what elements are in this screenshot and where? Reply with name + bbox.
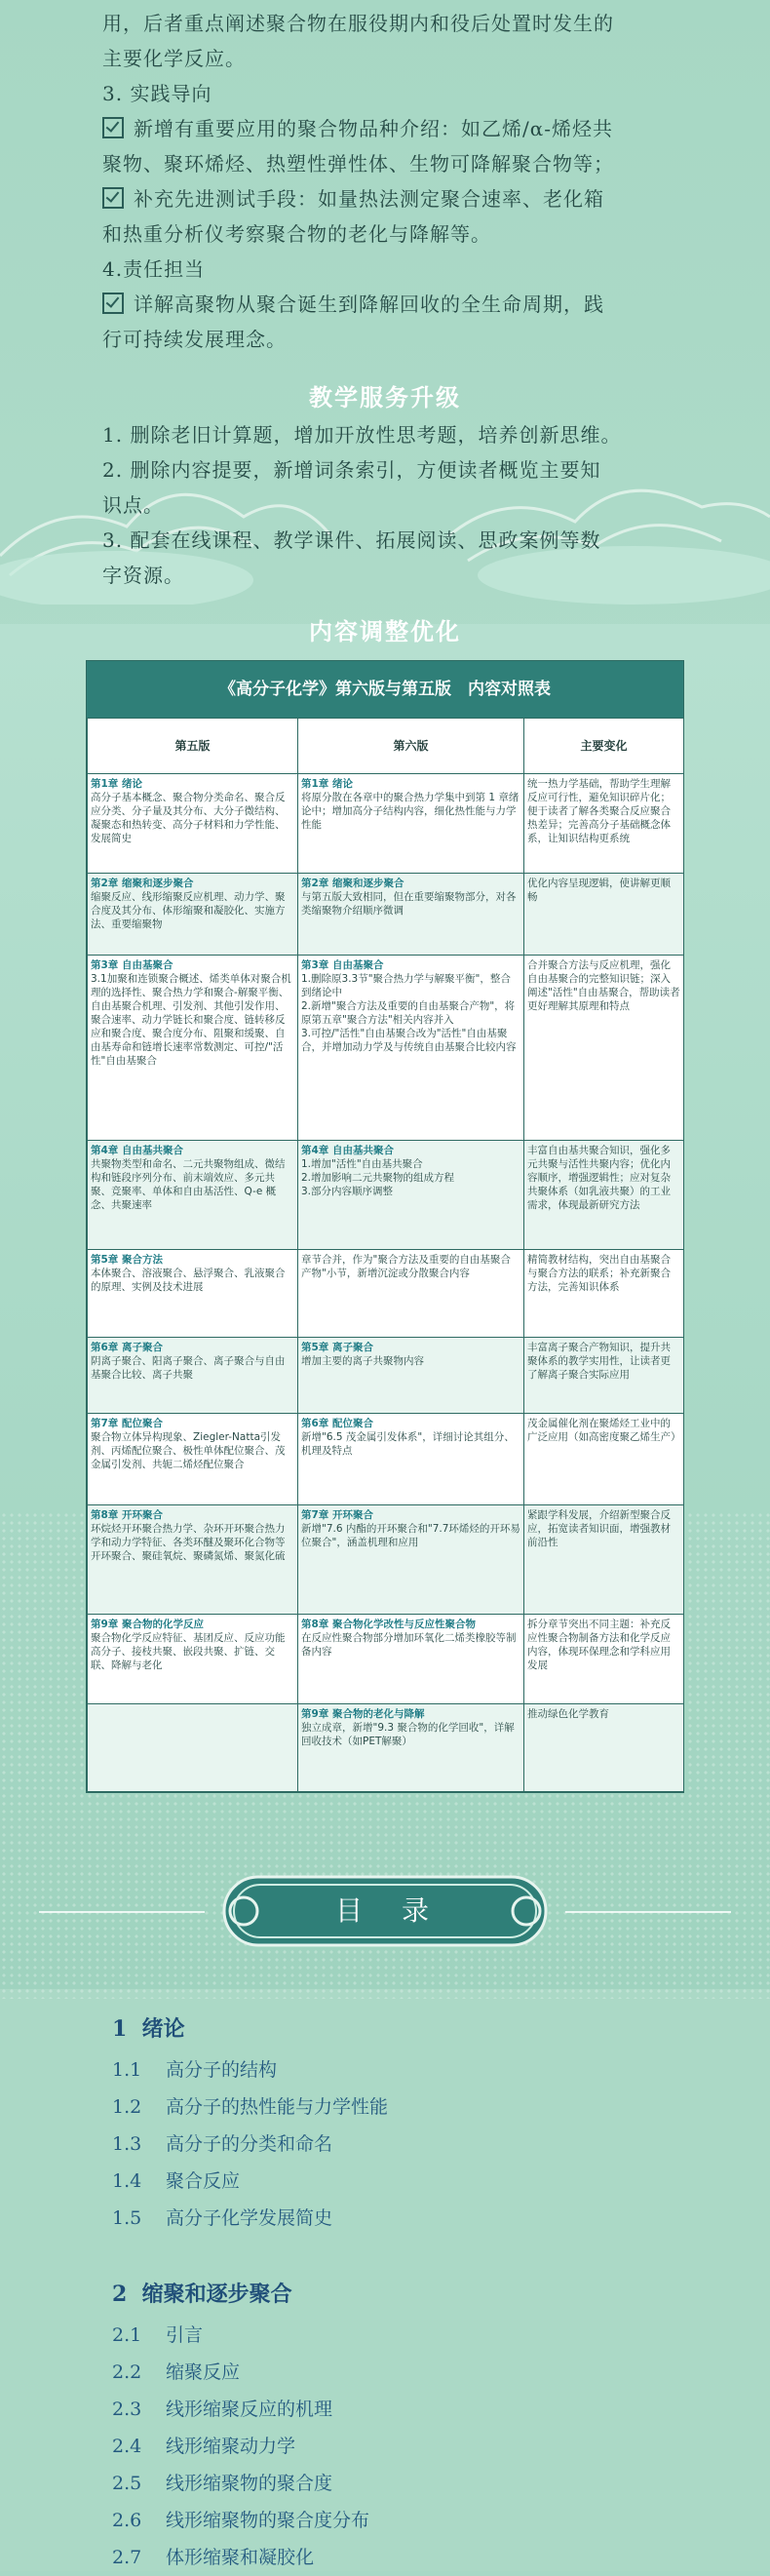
chapter-title: 第9章 聚合物的老化与降解 bbox=[301, 1708, 425, 1720]
table-row bbox=[88, 874, 684, 956]
chapter-title: 第8章 聚合物化学改性与反应性聚合物 bbox=[301, 1619, 476, 1630]
cell-text: 独立成章，新增"9.3 聚合物的化学回收"，详解回收技术（如PET解聚） bbox=[301, 1722, 515, 1747]
cell-fifth-edition bbox=[88, 1704, 298, 1792]
cell-text: 合并聚合方法与反应机理，强化自由基聚合的完整知识链；深入阐述"活性"自由基聚合，帮助读者更好理解其原理和特点 bbox=[527, 959, 680, 1012]
cell-fifth-edition bbox=[88, 874, 298, 956]
cell-text: 丰富自由基共聚合知识，强化多元共聚与活性共聚内容；优化内容顺序，增强逻辑性；应对复杂共聚体系（如乳液共聚）的工业需求，体现最新研究方法 bbox=[527, 1145, 671, 1211]
cell-text: 丰富离子聚合产物知识，提升共聚体系的教学实用性，让读者更了解离子聚合实际应用 bbox=[527, 1342, 671, 1381]
service-line: 识点。 bbox=[102, 493, 164, 517]
cell-text: 新增"6.5 茂金属引发体系"，详细讨论其组分、机理及特点 bbox=[301, 1431, 515, 1457]
table-row bbox=[88, 774, 684, 874]
cell-text: 1.增加"活性"自由基共聚合 2.增加影响二元共聚物的组成方程 3.部分内容顺序调整 bbox=[301, 1158, 455, 1197]
cell-text: 统一热力学基础，帮助学生理解反应可行性，避免知识碎片化；便于读者了解各类聚合反应聚合热差异；完善高分子基础概念体系，让知识结构更系统 bbox=[527, 778, 671, 844]
cell-text: 聚合物立体异构现象、Ziegler-Natta引发剂、丙烯配位聚合、极性单体配位聚合、茂金属引发剂、共轭二烯烃配位聚合 bbox=[91, 1431, 286, 1470]
table-row bbox=[88, 1505, 684, 1615]
toc-item[interactable]: 1.1 高分子的结构 bbox=[112, 2059, 278, 2081]
toc-divider-left bbox=[39, 1911, 205, 1913]
cell-text: 聚合物化学反应特征、基团反应、反应功能高分子、接枝共聚、嵌段共聚、扩链、交联、降解与老化 bbox=[91, 1632, 286, 1671]
chapter-title: 第5章 聚合方法 bbox=[91, 1254, 163, 1266]
cell-fifth-edition bbox=[88, 1615, 298, 1704]
duty-heading: 4.责任担当 bbox=[102, 257, 206, 281]
intro-block bbox=[102, 6, 668, 357]
table-row bbox=[88, 956, 684, 1141]
cell-fifth-edition bbox=[88, 1141, 298, 1250]
cell-fifth-edition bbox=[88, 1250, 298, 1338]
intro-line: 用，后者重点阐述聚合物在服役期内和役后处置时发生的 bbox=[102, 12, 614, 35]
table-body bbox=[88, 774, 684, 1792]
duty-item-cont: 行可持续发展理念。 bbox=[102, 328, 287, 351]
checkbox-icon bbox=[102, 117, 124, 138]
cell-text: 与第五版大致相同，但在重要缩聚物部分，对各类缩聚物介绍顺序微调 bbox=[301, 891, 517, 917]
cell-sixth-edition bbox=[298, 1250, 524, 1338]
table-row bbox=[88, 1615, 684, 1704]
cell-main-change bbox=[524, 1704, 684, 1792]
practice-item: 补充先进测试手段：如量热法测定聚合速率、老化箱 bbox=[102, 181, 668, 216]
cell-main-change bbox=[524, 956, 684, 1141]
practice-item-cont: 聚物、聚环烯烃、热塑性弹性体、生物可降解聚合物等； bbox=[102, 152, 614, 176]
comparison-grid bbox=[87, 718, 684, 1792]
toc-item[interactable]: 1.5 高分子化学发展简史 bbox=[112, 2207, 333, 2229]
table-title: 《高分子化学》第六版与第五版 内容对照表 bbox=[87, 661, 683, 718]
cell-text: 茂金属催化剂在聚烯烃工业中的广泛应用（如高密度聚乙烯生产） bbox=[527, 1418, 681, 1443]
checkbox-icon bbox=[102, 187, 124, 209]
cell-fifth-edition bbox=[88, 1414, 298, 1505]
cell-fifth-edition bbox=[88, 1338, 298, 1414]
cell-sixth-edition bbox=[298, 956, 524, 1141]
col-header-fifth: 第五版 bbox=[88, 719, 298, 774]
practice-item: 新增有重要应用的聚合物品种介绍：如乙烯/α-烯烃共 bbox=[102, 111, 668, 146]
intro-line: 主要化学反应。 bbox=[102, 47, 246, 70]
toc-item[interactable]: 2.2 缩聚反应 bbox=[112, 2361, 241, 2383]
checkbox-icon bbox=[102, 293, 124, 314]
cell-main-change bbox=[524, 1338, 684, 1414]
chapter-title: 第6章 离子聚合 bbox=[91, 1342, 163, 1353]
cell-sixth-edition bbox=[298, 874, 524, 956]
cell-fifth-edition bbox=[88, 774, 298, 874]
cell-text: 阴离子聚合、阳离子聚合、离子聚合与自由基聚合比较、离子共聚 bbox=[91, 1355, 286, 1381]
duty-item: 详解高聚物从聚合诞生到降解回收的全生命周期，践 bbox=[102, 287, 668, 322]
service-line: 1. 删除老旧计算题，增加开放性思考题，培养创新思维。 bbox=[102, 423, 622, 447]
cell-sixth-edition bbox=[298, 1414, 524, 1505]
toc-item[interactable]: 1.3 高分子的分类和命名 bbox=[112, 2133, 333, 2155]
cell-text: 3.1加聚和连锁聚合概述、烯类单体对聚合机理的选择性、聚合热力学和聚合-解聚平衡、自由基聚合机理、引发剂、其他引发作用、聚合速率、动力学链长和聚合度、链转移反应和聚合度、聚合度分布、阻聚和缓聚、自由基寿命和链增长速率常数测定、可控/"活性"自由基聚合 bbox=[91, 973, 291, 1067]
cell-text: 本体聚合、溶液聚合、悬浮聚合、乳液聚合的原理、实例及技术进展 bbox=[91, 1268, 286, 1293]
adjust-title: 内容调整优化 bbox=[309, 617, 461, 645]
col-header-sixth: 第六版 bbox=[298, 719, 524, 774]
cell-fifth-edition bbox=[88, 956, 298, 1141]
cell-main-change bbox=[524, 1250, 684, 1338]
cell-text: 拆分章节突出不同主题：补充反应性聚合物制备方法和化学反应内容，体现环保理念和学科应用发展 bbox=[527, 1619, 671, 1671]
cell-sixth-edition bbox=[298, 1704, 524, 1792]
cell-main-change bbox=[524, 1505, 684, 1615]
cell-text: 环烷烃开环聚合热力学、杂环开环聚合热力学和动力学特征、各类环醚及聚环化合物等开环聚合、聚硅氧烷、聚磷氮烯、聚氮化硫 bbox=[91, 1523, 286, 1562]
toc-item[interactable]: 2.7 体形缩聚和凝胶化 bbox=[112, 2547, 315, 2568]
cell-main-change bbox=[524, 1141, 684, 1250]
cell-main-change bbox=[524, 874, 684, 956]
cell-text: 将原分散在各章中的聚合热力学集中到第 1 章绪论中；增加高分子结构内容，细化热性能与力学性能 bbox=[301, 792, 520, 831]
cell-fifth-edition bbox=[88, 1505, 298, 1615]
cell-main-change bbox=[524, 1615, 684, 1704]
toc-item[interactable]: 2.5 线形缩聚物的聚合度 bbox=[112, 2473, 333, 2494]
cell-sixth-edition bbox=[298, 1141, 524, 1250]
cell-text: 精简教材结构，突出自由基聚合与聚合方法的联系；补充新聚合方法，完善知识体系 bbox=[527, 1254, 671, 1293]
cell-text: 缩聚反应、线形缩聚反应机理、动力学、聚合度及其分布、体形缩聚和凝胶化、实施方法、重要缩聚物 bbox=[91, 891, 286, 930]
toc-chapter-heading: 2 缩聚和逐步聚合 bbox=[112, 2282, 292, 2307]
chapter-title: 第1章 绪论 bbox=[301, 778, 353, 790]
toc-divider-right bbox=[565, 1911, 731, 1913]
cell-text: 优化内容呈现逻辑，使讲解更顺畅 bbox=[527, 878, 671, 903]
chapter-title: 第2章 缩聚和逐步聚合 bbox=[301, 878, 404, 889]
chapter-title: 第3章 自由基聚合 bbox=[301, 959, 384, 971]
toc-item[interactable]: 1.4 聚合反应 bbox=[112, 2170, 241, 2192]
chapter-title: 第8章 开环聚合 bbox=[91, 1509, 163, 1521]
cell-main-change bbox=[524, 1414, 684, 1505]
service-block bbox=[102, 417, 668, 593]
chapter-title: 第9章 聚合物的化学反应 bbox=[91, 1619, 204, 1630]
toc-item[interactable]: 2.6 线形缩聚物的聚合度分布 bbox=[112, 2510, 370, 2531]
cell-text: 新增"7.6 内酯的开环聚合和"7.7环烯烃的开环易位聚合"，涵盖机理和应用 bbox=[301, 1523, 520, 1548]
chapter-title: 第7章 开环聚合 bbox=[301, 1509, 373, 1521]
toc-chapter-2 bbox=[112, 2272, 697, 2576]
cell-text: 紧跟学科发展，介绍新型聚合反应，拓宽读者知识面，增强教材前沿性 bbox=[527, 1509, 671, 1548]
service-line: 字资源。 bbox=[102, 564, 184, 587]
toc-item[interactable]: 2.3 线形缩聚反应的机理 bbox=[112, 2399, 333, 2420]
table-row bbox=[88, 1338, 684, 1414]
service-line: 2. 删除内容提要，新增词条索引，方便读者概览主要知 bbox=[102, 458, 601, 482]
table-row bbox=[88, 1704, 684, 1792]
comparison-table bbox=[86, 660, 684, 1793]
toc-item[interactable]: 2.4 线形缩聚动力学 bbox=[112, 2436, 296, 2457]
cell-text: 推动绿色化学教育 bbox=[527, 1708, 609, 1720]
chapter-title: 第1章 绪论 bbox=[91, 778, 142, 790]
practice-heading: 3. 实践导向 bbox=[102, 82, 212, 105]
cell-text: 增加主要的离子共聚物内容 bbox=[301, 1355, 424, 1367]
col-header-change: 主要变化 bbox=[524, 719, 684, 774]
cell-text: 共聚物类型和命名、二元共聚物组成、微结构和链段序列分布、前末端效应、多元共聚、竞聚率、单体和自由基活性、Q-e 概念、共聚速率 bbox=[91, 1158, 286, 1211]
cell-sixth-edition bbox=[298, 1615, 524, 1704]
cell-text: 1.删除原3.3节"聚合热力学与解聚平衡"，整合到绪论中 2.新增"聚合方法及重要的自由基聚合产物"，将原第五章"聚合方法"相关内容并入 3.可控/"活性"自由基聚合改为"活性"自由基聚合，并增加动力学及与传统自由基聚合比较内容 bbox=[301, 973, 517, 1053]
toc-item[interactable]: 1.2 高分子的热性能与力学性能 bbox=[112, 2096, 389, 2118]
chapter-title: 第3章 自由基聚合 bbox=[91, 959, 173, 971]
chapter-title: 第5章 离子聚合 bbox=[301, 1342, 373, 1353]
toc-chapter-1 bbox=[112, 2007, 697, 2237]
cell-sixth-edition bbox=[298, 1505, 524, 1615]
cell-sixth-edition bbox=[298, 1338, 524, 1414]
service-title: 教学服务升级 bbox=[309, 383, 461, 411]
cell-text: 在反应性聚合物部分增加环氧化二烯类橡胶等制备内容 bbox=[301, 1632, 517, 1658]
table-row bbox=[88, 1141, 684, 1250]
cell-text: 章节合并，作为"聚合方法及重要的自由基聚合产物"小节，新增沉淀或分散聚合内容 bbox=[301, 1254, 511, 1279]
chapter-title: 第6章 配位聚合 bbox=[301, 1418, 373, 1429]
chapter-title: 第4章 自由基共聚合 bbox=[301, 1145, 394, 1156]
cell-sixth-edition bbox=[298, 774, 524, 874]
toc-item[interactable]: 2.1 引言 bbox=[112, 2324, 204, 2346]
cell-main-change bbox=[524, 774, 684, 874]
chapter-title: 第7章 配位聚合 bbox=[91, 1418, 163, 1429]
service-line: 3. 配套在线课程、教学课件、拓展阅读、思政案例等数 bbox=[102, 528, 601, 552]
toc-title: 目 录 bbox=[334, 1894, 435, 1927]
chapter-title: 第4章 自由基共聚合 bbox=[91, 1145, 183, 1156]
table-row bbox=[88, 1250, 684, 1338]
cell-text: 高分子基本概念、聚合物分类命名、聚合反应分类、分子量及其分布、大分子微结构、凝聚态和热转变、高分子材料和力学性能、发展简史 bbox=[91, 792, 286, 844]
practice-item-cont: 和热重分析仪考察聚合物的老化与降解等。 bbox=[102, 222, 491, 246]
table-row bbox=[88, 1414, 684, 1505]
chapter-title: 第2章 缩聚和逐步聚合 bbox=[91, 878, 194, 889]
toc-chapter-heading: 1 绪论 bbox=[112, 2016, 185, 2042]
